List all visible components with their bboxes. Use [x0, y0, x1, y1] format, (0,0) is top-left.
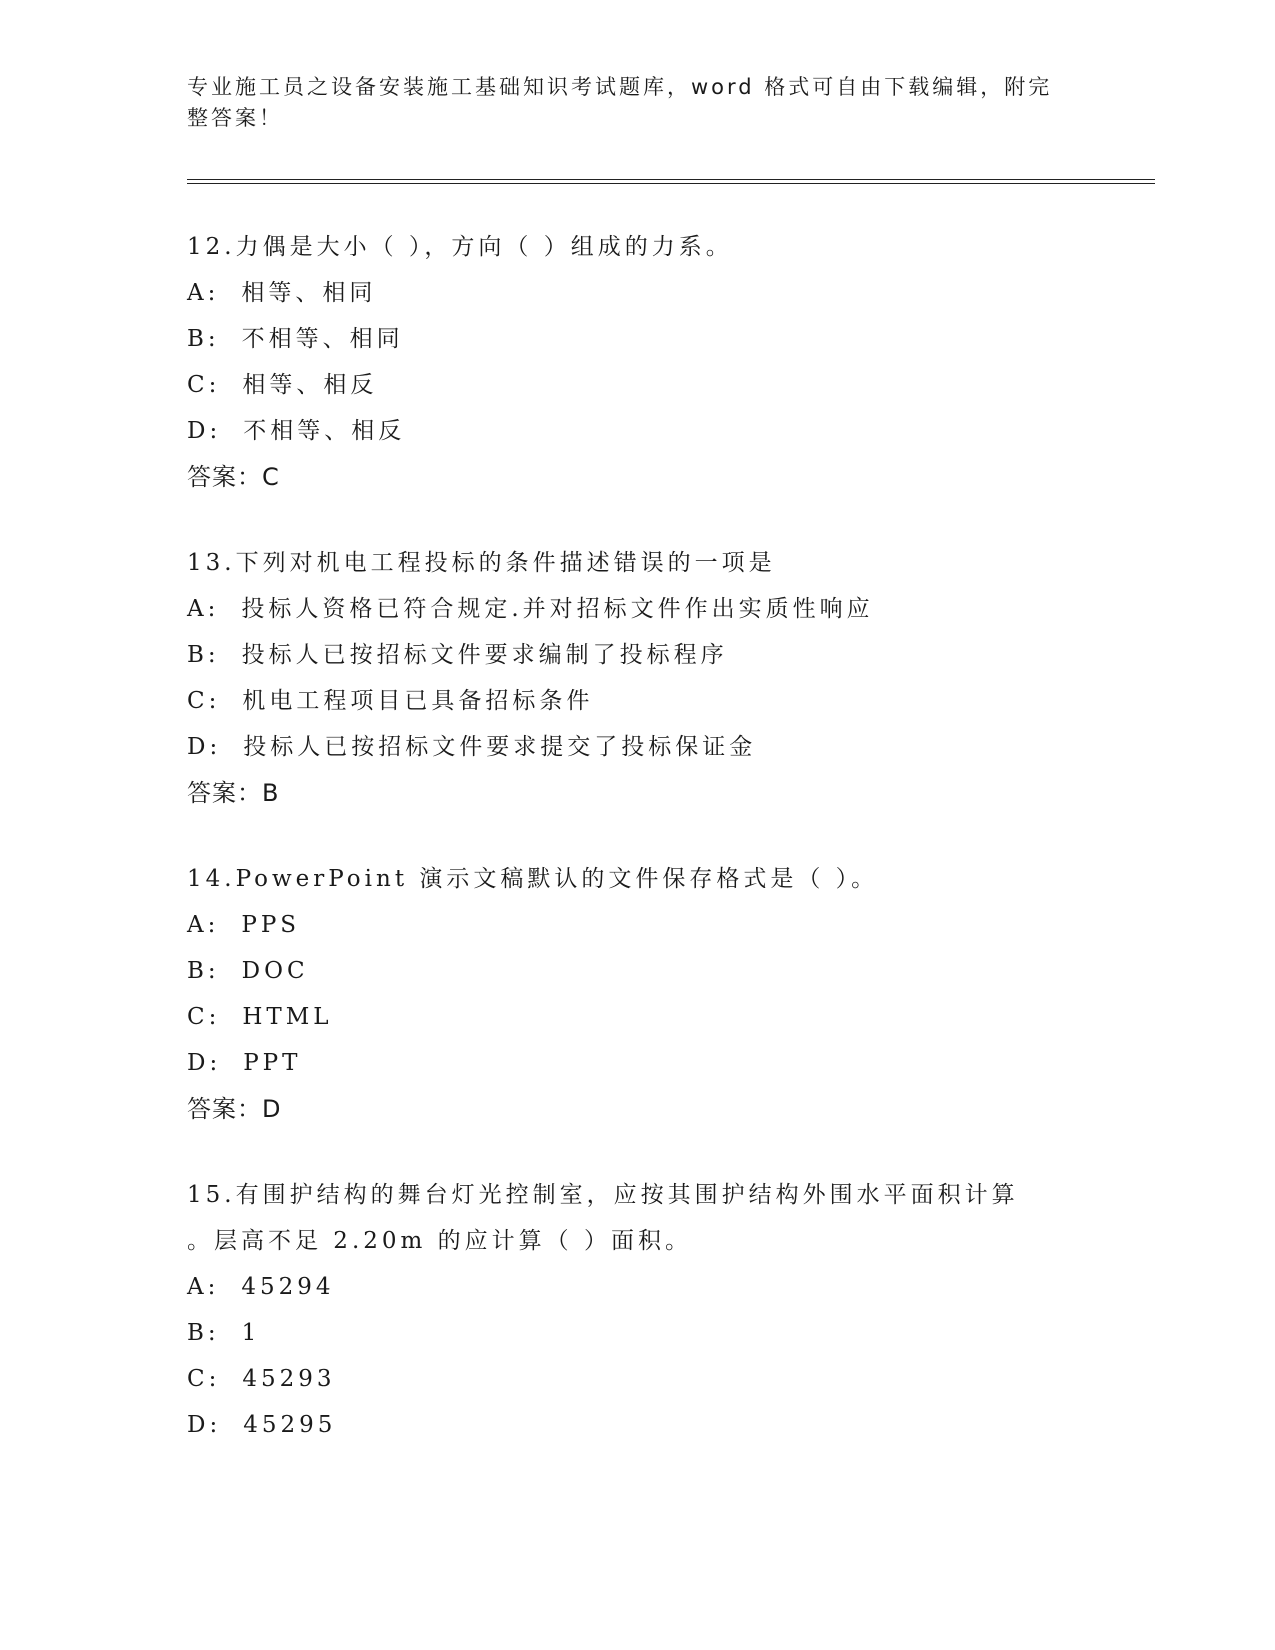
question-stem: 13.下列对机电工程投标的条件描述错误的一项是	[187, 550, 776, 576]
option-d: D: 投标人已按招标文件要求提交了投标保证金	[187, 734, 757, 760]
option-b: B: 不相等、相同	[187, 326, 404, 352]
question-stem: 15.有围护结构的舞台灯光控制室，应按其围护结构外围水平面积计算	[187, 1182, 1019, 1208]
option-b: B: 投标人已按招标文件要求编制了投标程序	[187, 642, 728, 668]
header-text: 专业施工员之设备安装施工基础知识考试题库，word 格式可自由下载编辑，附完整答案！	[187, 75, 1053, 130]
option-c: C: 45293	[187, 1366, 336, 1392]
option-d: D: PPT	[187, 1050, 302, 1076]
option-c: C: 相等、相反	[187, 372, 378, 398]
answer-text: 答案：C	[187, 463, 280, 491]
header-divider-top	[187, 179, 1155, 180]
option-a: A: 投标人资格已符合规定.并对招标文件作出实质性响应	[187, 596, 874, 622]
question-13	[187, 540, 1087, 816]
option-c: C: HTML	[187, 1004, 333, 1030]
option-a: A: 相等、相同	[187, 280, 377, 306]
question-15	[187, 1172, 1087, 1448]
option-b: B: DOC	[187, 958, 309, 984]
option-d: D: 不相等、相反	[187, 418, 406, 444]
answer-text: 答案：D	[187, 1095, 282, 1123]
question-14	[187, 856, 1087, 1132]
option-c: C: 机电工程项目已具备招标条件	[187, 688, 594, 714]
document-header	[187, 72, 1067, 134]
question-stem: 14.PowerPoint 演示文稿默认的文件保存格式是（ ）。	[187, 866, 879, 892]
question-stem: 12.力偶是大小（ ），方向（ ）组成的力系。	[187, 234, 733, 260]
option-a: A: PPS	[187, 912, 301, 938]
answer-text: 答案：B	[187, 779, 280, 807]
question-stem-continued: 。层高不足 2.20m 的应计算（ ）面积。	[187, 1228, 692, 1254]
option-b: B: 1	[187, 1320, 261, 1346]
question-12	[187, 224, 1087, 500]
option-a: A: 45294	[187, 1274, 335, 1300]
header-divider-bottom	[187, 183, 1155, 184]
option-d: D: 45295	[187, 1412, 337, 1438]
